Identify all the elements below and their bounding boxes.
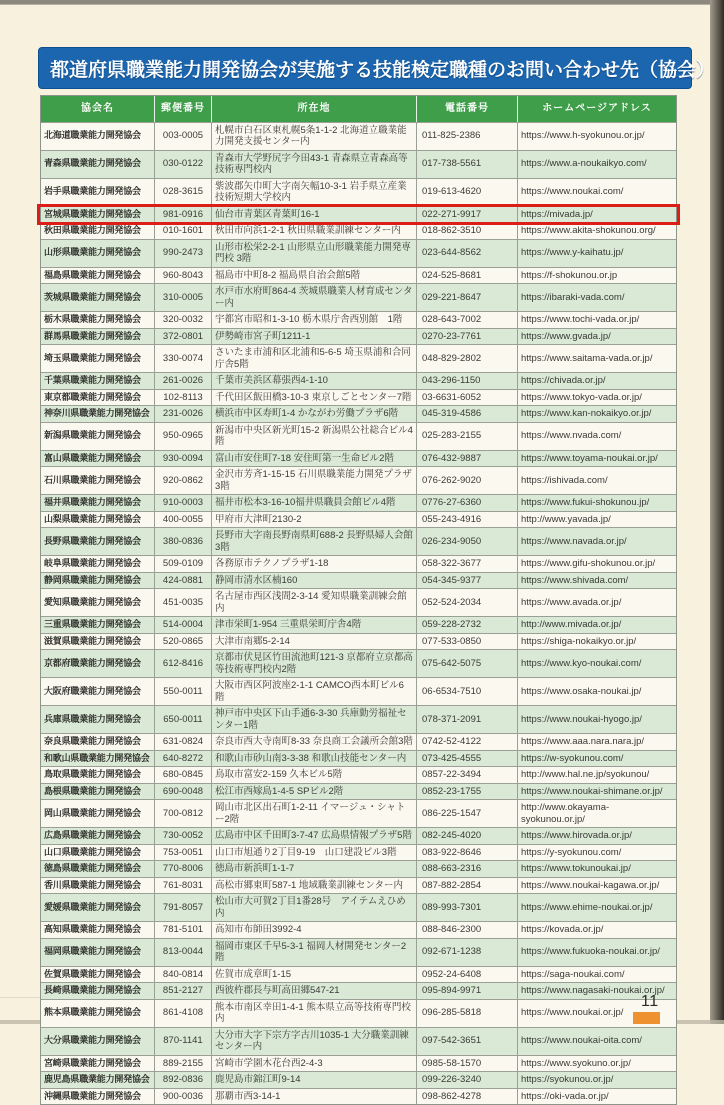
address-cell: 鹿児島市錦江町9-14 bbox=[212, 1072, 417, 1088]
postal-code-cell: 550-0011 bbox=[155, 678, 212, 705]
postal-code-cell: 690-0048 bbox=[155, 784, 212, 800]
postal-code-cell: 514-0004 bbox=[155, 617, 212, 633]
phone-number-cell: 097-542-3651 bbox=[417, 1028, 518, 1055]
table-row bbox=[41, 828, 676, 845]
table-row bbox=[41, 467, 676, 495]
postal-code-cell: 400-0055 bbox=[155, 512, 212, 528]
table-row bbox=[41, 573, 676, 590]
address-cell: 大阪市西区阿波座2-1-1 CAMCO西本町ビル6階 bbox=[212, 678, 417, 705]
homepage-url-cell: https://www.shivada.com/ bbox=[521, 574, 629, 586]
homepage-url-cell: https://mivada.jp/ bbox=[521, 208, 593, 220]
association-name-cell: 山形県職業能力開発協会 bbox=[41, 240, 155, 267]
association-name-cell: 佐賀県職業能力開発協会 bbox=[41, 967, 155, 983]
postal-code-cell: 612-8416 bbox=[155, 650, 212, 677]
phone-number-cell: 024-525-8681 bbox=[417, 268, 518, 284]
table-body bbox=[41, 123, 676, 1105]
homepage-url-cell: https://www.tokunoukai.jp/ bbox=[521, 863, 631, 874]
homepage-url-cell: https://www.hirovada.or.jp/ bbox=[521, 830, 632, 841]
postal-code-cell: 813-0044 bbox=[155, 939, 212, 966]
address-cell: 紫波郡矢巾町大字南矢幅10-3-1 岩手県立産業技術短期大学校内 bbox=[212, 179, 417, 206]
postal-code-cell: 631-0824 bbox=[155, 734, 212, 750]
address-cell: 徳島市新浜町1-1-7 bbox=[212, 861, 417, 877]
table-row bbox=[41, 423, 676, 451]
address-cell: 山口市旭通り2丁目9-19 山口建設ビル3階 bbox=[212, 845, 417, 861]
association-name-cell: 新潟県職業能力開発協会 bbox=[41, 423, 155, 450]
address-cell: 西彼杵郡長与町高田郷547-21 bbox=[212, 983, 417, 999]
address-cell: 金沢市芳斉1-15-15 石川県職業能力開発プラザ3階 bbox=[212, 467, 417, 494]
address-cell: 佐賀市成章町1-15 bbox=[212, 967, 417, 983]
address-cell: 名古屋市西区浅間2-3-14 愛知県職業訓練会館内 bbox=[212, 589, 417, 616]
association-name-cell: 愛媛県職業能力開発協会 bbox=[41, 894, 155, 921]
table-row bbox=[41, 845, 676, 862]
table-row bbox=[41, 312, 676, 329]
association-name-cell: 長崎県職業能力開発協会 bbox=[41, 983, 155, 999]
table-row bbox=[41, 861, 676, 878]
homepage-url-cell: https://ishivada.com/ bbox=[521, 474, 608, 486]
postal-code-cell: 900-0036 bbox=[155, 1089, 212, 1105]
table-row bbox=[41, 329, 676, 346]
table-row bbox=[41, 1028, 676, 1056]
postal-code-cell: 640-8272 bbox=[155, 751, 212, 767]
table-header-row bbox=[41, 96, 676, 123]
postal-code-cell: 310-0005 bbox=[155, 284, 212, 311]
homepage-url-cell: https://www.gifu-shokunou.or.jp/ bbox=[521, 558, 656, 569]
association-name-cell: 富山県職業能力開発協会 bbox=[41, 451, 155, 467]
table-row bbox=[41, 284, 676, 312]
phone-number-cell: 022-271-9917 bbox=[417, 207, 518, 223]
address-cell: 津市栄町1-954 三重県栄町庁舎4階 bbox=[212, 617, 417, 633]
homepage-url-cell: https://www.nvada.com/ bbox=[521, 430, 622, 442]
association-name-cell: 岐阜県職業能力開発協会 bbox=[41, 556, 155, 572]
phone-number-cell: 025-283-2155 bbox=[417, 423, 518, 450]
homepage-url-cell: https://www.fukui-shokunou.jp/ bbox=[521, 497, 650, 508]
table-row bbox=[41, 922, 676, 939]
homepage-url-cell: https://www.fukuoka-noukai.or.jp/ bbox=[521, 946, 660, 958]
postal-code-cell: 261-0026 bbox=[155, 373, 212, 389]
postal-code-cell: 861-4108 bbox=[155, 1000, 212, 1027]
contact-table bbox=[40, 95, 677, 1105]
homepage-url-cell: https://www.noukai.or.jp/ bbox=[521, 1007, 624, 1019]
phone-number-cell: 087-882-2854 bbox=[417, 878, 518, 894]
table-row bbox=[41, 617, 676, 634]
table-row bbox=[41, 1089, 676, 1105]
table-row bbox=[41, 223, 676, 240]
address-cell: 宮崎市学園木花台西2-4-3 bbox=[212, 1056, 417, 1072]
association-name-cell: 三重県職業能力開発協会 bbox=[41, 617, 155, 633]
homepage-url-cell: https://www.noukai.com/ bbox=[521, 186, 624, 198]
association-name-cell: 京都府職業能力開発協会 bbox=[41, 650, 155, 677]
header-cell-address: 所在地 bbox=[212, 96, 417, 122]
phone-number-cell: 048-829-2802 bbox=[417, 345, 518, 372]
address-cell: 青森市大学野尻字今田43-1 青森県立青森高等技術専門校内 bbox=[212, 151, 417, 178]
address-cell: 福岡市東区千早5-3-1 福岡人材開発センター2階 bbox=[212, 939, 417, 966]
postal-code-cell: 372-0801 bbox=[155, 329, 212, 345]
address-cell: 高松市郷東町587-1 地域職業訓練センター内 bbox=[212, 878, 417, 894]
postal-code-cell: 028-3615 bbox=[155, 179, 212, 206]
homepage-url-cell: https://syokunou.or.jp/ bbox=[521, 1074, 614, 1085]
phone-number-cell: 078-371-2091 bbox=[417, 706, 518, 733]
postal-code-cell: 451-0035 bbox=[155, 589, 212, 616]
phone-number-cell: 096-285-5818 bbox=[417, 1000, 518, 1027]
address-cell: 宇都宮市昭和1-3-10 栃木県庁舎西別館 1階 bbox=[212, 312, 417, 328]
postal-code-cell: 781-5101 bbox=[155, 922, 212, 938]
association-name-cell: 千葉県職業能力開発協会 bbox=[41, 373, 155, 389]
association-name-cell: 群馬県職業能力開発協会 bbox=[41, 329, 155, 345]
homepage-url-cell: https://www.tochi-vada.or.jp/ bbox=[521, 314, 640, 325]
address-cell: 山形市松栄2-2-1 山形県立山形職業能力開発専門校 3階 bbox=[212, 240, 417, 267]
phone-number-cell: 088-846-2300 bbox=[417, 922, 518, 938]
phone-number-cell: 0776-27-6360 bbox=[417, 495, 518, 511]
phone-number-cell: 083-922-8646 bbox=[417, 845, 518, 861]
table-row bbox=[41, 800, 676, 828]
homepage-url-cell: https://www.toyama-noukai.or.jp/ bbox=[521, 452, 658, 464]
phone-number-cell: 0985-58-1570 bbox=[417, 1056, 518, 1072]
association-name-cell: 岩手県職業能力開発協会 bbox=[41, 179, 155, 206]
postal-code-cell: 791-8057 bbox=[155, 894, 212, 921]
page-title-bar bbox=[38, 47, 716, 89]
phone-number-cell: 0852-23-1755 bbox=[417, 784, 518, 800]
homepage-url-cell: https://www.a-noukaikyo.com/ bbox=[521, 158, 647, 170]
table-row bbox=[41, 512, 676, 529]
postal-code-cell: 509-0109 bbox=[155, 556, 212, 572]
phone-number-cell: 045-319-4586 bbox=[417, 406, 518, 422]
postal-code-cell: 930-0094 bbox=[155, 451, 212, 467]
homepage-url-cell: http://www.okayama-syokunou.or.jp/ bbox=[521, 802, 610, 825]
phone-number-cell: 0742-52-4122 bbox=[417, 734, 518, 750]
postal-code-cell: 520-0865 bbox=[155, 634, 212, 650]
postal-code-cell: 102-8113 bbox=[155, 390, 212, 406]
address-cell: 大津市南郷5-2-14 bbox=[212, 634, 417, 650]
association-name-cell: 長野県職業能力開発協会 bbox=[41, 528, 155, 555]
address-cell: 水戸市水府町864-4 茨城県職業人材育成センター内 bbox=[212, 284, 417, 311]
table-row bbox=[41, 650, 676, 678]
address-cell: 岡山市北区出石町1-2-11 イマージュ・シャトー2階 bbox=[212, 800, 417, 827]
address-cell: 千代田区飯田橋3-10-3 東京しごとセンター7階 bbox=[212, 390, 417, 406]
association-name-cell: 和歌山県職業能力開発協会 bbox=[41, 751, 155, 767]
address-cell: 那覇市西3-14-1 bbox=[212, 1089, 417, 1105]
homepage-url-cell: https://w-syokunou.com/ bbox=[521, 752, 624, 764]
postal-code-cell: 950-0965 bbox=[155, 423, 212, 450]
association-name-cell: 山梨県職業能力開発協会 bbox=[41, 512, 155, 528]
homepage-url-cell: https://y-syokunou.com/ bbox=[521, 846, 622, 858]
association-name-cell: 茨城県職業能力開発協会 bbox=[41, 284, 155, 311]
phone-number-cell: 0270-23-7761 bbox=[417, 329, 518, 345]
phone-number-cell: 088-663-2316 bbox=[417, 861, 518, 877]
postal-code-cell: 330-0074 bbox=[155, 345, 212, 372]
table-row bbox=[41, 967, 676, 984]
postal-code-cell: 910-0003 bbox=[155, 495, 212, 511]
address-cell: 札幌市白石区東札幌5条1-1-2 北海道立職業能力開発支援センター内 bbox=[212, 123, 417, 150]
page-title: 都道府県職業能力開発協会が実施する技能検定職種のお問い合わせ先（協会） bbox=[50, 59, 716, 81]
phone-number-cell: 029-221-8647 bbox=[417, 284, 518, 311]
association-name-cell: 宮崎県職業能力開発協会 bbox=[41, 1056, 155, 1072]
page-number: 11 bbox=[641, 993, 659, 1010]
homepage-url-cell: https://kovada.or.jp/ bbox=[521, 924, 604, 935]
phone-number-cell: 076-262-9020 bbox=[417, 467, 518, 494]
phone-number-cell: 089-993-7301 bbox=[417, 894, 518, 921]
association-name-cell: 広島県職業能力開発協会 bbox=[41, 828, 155, 844]
homepage-url-cell: https://www.nagasaki-noukai.or.jp/ bbox=[521, 985, 665, 996]
table-row bbox=[41, 1000, 676, 1028]
table-row bbox=[41, 390, 676, 407]
table-row bbox=[41, 123, 676, 151]
address-cell: 富山市安住町7-18 安住町第一生命ビル2階 bbox=[212, 451, 417, 467]
table-row bbox=[41, 706, 676, 734]
association-name-cell: 埼玉県職業能力開発協会 bbox=[41, 345, 155, 372]
association-name-cell: 栃木県職業能力開発協会 bbox=[41, 312, 155, 328]
table-row bbox=[41, 207, 676, 224]
homepage-url-cell: https://www.avada.or.jp/ bbox=[521, 596, 622, 608]
phone-number-cell: 054-345-9377 bbox=[417, 573, 518, 589]
table-row bbox=[41, 589, 676, 617]
address-cell: 各務原市テクノプラザ1-18 bbox=[212, 556, 417, 572]
phone-number-cell: 011-825-2386 bbox=[417, 123, 518, 150]
postal-code-cell: 003-0005 bbox=[155, 123, 212, 150]
homepage-url-cell: https://www.syokuno.or.jp/ bbox=[521, 1057, 631, 1069]
homepage-url-cell: https://saga-noukai.com/ bbox=[521, 968, 625, 980]
association-name-cell: 神奈川県職業能力開発協会 bbox=[41, 406, 155, 422]
table-row bbox=[41, 240, 676, 268]
table-row bbox=[41, 268, 676, 285]
association-name-cell: 香川県職業能力開発協会 bbox=[41, 878, 155, 894]
address-cell: 松山市大可賀2丁目1番28号 アイテムえひめ内 bbox=[212, 894, 417, 921]
postal-code-cell: 892-0836 bbox=[155, 1072, 212, 1088]
address-cell: 伊勢崎市宮子町1211-1 bbox=[212, 329, 417, 345]
homepage-url-cell: https://www.ehime-noukai.or.jp/ bbox=[521, 901, 653, 913]
association-name-cell: 沖縄県職業能力開発協会 bbox=[41, 1089, 155, 1105]
homepage-url-cell: https://www.y-kaihatu.jp/ bbox=[521, 247, 624, 259]
homepage-url-cell: http://www.mivada.or.jp/ bbox=[521, 619, 622, 630]
phone-number-cell: 099-226-3240 bbox=[417, 1072, 518, 1088]
address-cell: 横浜市中区寿町1-4 かながわ労働プラザ6階 bbox=[212, 406, 417, 422]
address-cell: 神戸市中央区下山手通6-3-30 兵庫勤労福祉センター1階 bbox=[212, 706, 417, 733]
phone-number-cell: 095-894-9971 bbox=[417, 983, 518, 999]
postal-code-cell: 700-0812 bbox=[155, 800, 212, 827]
postal-code-cell: 424-0881 bbox=[155, 573, 212, 589]
address-cell: 奈良市西大寺南町8-33 奈良商工会議所会館3階 bbox=[212, 734, 417, 750]
phone-number-cell: 017-738-5561 bbox=[417, 151, 518, 178]
homepage-url-cell: https://www.noukai-kagawa.or.jp/ bbox=[521, 879, 660, 891]
phone-number-cell: 073-425-4555 bbox=[417, 751, 518, 767]
association-name-cell: 徳島県職業能力開発協会 bbox=[41, 861, 155, 877]
address-cell: 福島市中町8-2 福島県自治会館5階 bbox=[212, 268, 417, 284]
association-name-cell: 福岡県職業能力開発協会 bbox=[41, 939, 155, 966]
association-name-cell: 大阪府職業能力開発協会 bbox=[41, 678, 155, 705]
postal-code-cell: 920-0862 bbox=[155, 467, 212, 494]
address-cell: 高知市布師田3992-4 bbox=[212, 922, 417, 938]
phone-number-cell: 075-642-5075 bbox=[417, 650, 518, 677]
address-cell: 松江市西嫁島1-4-5 SPビル2階 bbox=[212, 784, 417, 800]
postal-code-cell: 730-0052 bbox=[155, 828, 212, 844]
table-row bbox=[41, 1072, 676, 1089]
postal-code-cell: 380-0836 bbox=[155, 528, 212, 555]
scan-edge-top bbox=[0, 0, 724, 5]
phone-number-cell: 028-643-7002 bbox=[417, 312, 518, 328]
phone-number-cell: 06-6534-7510 bbox=[417, 678, 518, 705]
scan-edge-right bbox=[710, 0, 724, 1024]
association-name-cell: 大分県職業能力開発協会 bbox=[41, 1028, 155, 1055]
header-cell-homepage: ホームページアドレス bbox=[542, 103, 652, 114]
postal-code-cell: 010-1601 bbox=[155, 223, 212, 239]
address-cell: 仙台市青葉区青葉町16-1 bbox=[212, 207, 417, 223]
association-name-cell: 青森県職業能力開発協会 bbox=[41, 151, 155, 178]
postal-code-cell: 231-0026 bbox=[155, 406, 212, 422]
address-cell: 福井市松本3-16-10福井県職員会館ビル4階 bbox=[212, 495, 417, 511]
phone-number-cell: 026-234-9050 bbox=[417, 528, 518, 555]
address-cell: 京都市伏見区竹田流池町121-3 京都府立京都高等技術専門校内2階 bbox=[212, 650, 417, 677]
phone-number-cell: 059-228-2732 bbox=[417, 617, 518, 633]
phone-number-cell: 092-671-1238 bbox=[417, 939, 518, 966]
table-row bbox=[41, 939, 676, 967]
association-name-cell: 高知県職業能力開発協会 bbox=[41, 922, 155, 938]
address-cell: 広島市中区千田町3-7-47 広島県情報プラザ5階 bbox=[212, 828, 417, 844]
homepage-url-cell: https://www.tokyo-vada.or.jp/ bbox=[521, 391, 642, 403]
table-row bbox=[41, 894, 676, 922]
address-cell: 千葉市美浜区幕張西4-1-10 bbox=[212, 373, 417, 389]
table-row bbox=[41, 451, 676, 468]
table-row bbox=[41, 634, 676, 651]
table-row bbox=[41, 678, 676, 706]
homepage-url-cell: https://www.kan-nokaikyo.or.jp/ bbox=[521, 408, 652, 419]
address-cell: 長野市大字南長野南県町688-2 長野県婦人会館3階 bbox=[212, 528, 417, 555]
homepage-url-cell: https://www.akita-shokunou.org/ bbox=[521, 225, 656, 236]
association-name-cell: 滋賀県職業能力開発協会 bbox=[41, 634, 155, 650]
header-cell-phone: 電話番号 bbox=[417, 96, 518, 122]
association-name-cell: 東京都職業能力開発協会 bbox=[41, 390, 155, 406]
phone-number-cell: 018-862-3510 bbox=[417, 223, 518, 239]
table-row bbox=[41, 734, 676, 751]
table-row bbox=[41, 406, 676, 423]
association-name-cell: 愛知県職業能力開発協会 bbox=[41, 589, 155, 616]
table-row bbox=[41, 495, 676, 512]
address-cell: 大分市大字下宗方字古川1035-1 大分職業訓練センター内 bbox=[212, 1028, 417, 1055]
phone-number-cell: 052-524-2034 bbox=[417, 589, 518, 616]
phone-number-cell: 055-243-4916 bbox=[417, 512, 518, 528]
homepage-url-cell: https://www.kyo-noukai.com/ bbox=[521, 657, 642, 669]
table-row bbox=[41, 556, 676, 573]
association-name-cell: 熊本県職業能力開発協会 bbox=[41, 1000, 155, 1027]
association-name-cell: 北海道職業能力開発協会 bbox=[41, 123, 155, 150]
address-cell: 和歌山市砂山南3-3-38 和歌山技能センター内 bbox=[212, 751, 417, 767]
association-name-cell: 秋田県職業能力開発協会 bbox=[41, 223, 155, 239]
association-name-cell: 兵庫県職業能力開発協会 bbox=[41, 706, 155, 733]
homepage-url-cell: https://oki-vada.or.jp/ bbox=[521, 1090, 609, 1102]
postal-code-cell: 960-8043 bbox=[155, 268, 212, 284]
phone-number-cell: 077-533-0850 bbox=[417, 634, 518, 650]
address-cell: 鳥取市富安2-159 久本ビル5階 bbox=[212, 767, 417, 783]
postal-code-cell: 840-0814 bbox=[155, 967, 212, 983]
postal-code-cell: 753-0051 bbox=[155, 845, 212, 861]
homepage-url-cell: http://www.hal.ne.jp/syokunou/ bbox=[521, 769, 650, 780]
association-name-cell: 奈良県職業能力開発協会 bbox=[41, 734, 155, 750]
table-row bbox=[41, 179, 676, 207]
postal-code-cell: 030-0122 bbox=[155, 151, 212, 178]
postal-code-cell: 320-0032 bbox=[155, 312, 212, 328]
postal-code-cell: 761-8031 bbox=[155, 878, 212, 894]
homepage-url-cell: https://www.navada.or.jp/ bbox=[521, 535, 627, 547]
postal-code-cell: 770-8006 bbox=[155, 861, 212, 877]
table-row bbox=[41, 373, 676, 390]
page-number-marker bbox=[633, 1012, 660, 1024]
postal-code-cell: 650-0011 bbox=[155, 706, 212, 733]
association-name-cell: 鹿児島県職業能力開発協会 bbox=[41, 1072, 155, 1088]
header-cell-postal-code: 郵便番号 bbox=[155, 96, 212, 122]
table-row bbox=[41, 528, 676, 556]
address-cell: 新潟市中央区新光町15-2 新潟県公社総合ビル4階 bbox=[212, 423, 417, 450]
association-name-cell: 福島県職業能力開発協会 bbox=[41, 268, 155, 284]
address-cell: 甲府市大津町2130-2 bbox=[212, 512, 417, 528]
table-row bbox=[41, 784, 676, 801]
homepage-url-cell: https://www.gvada.jp/ bbox=[521, 330, 611, 342]
address-cell: 熊本市南区幸田1-4-1 熊本県立高等技術専門校内 bbox=[212, 1000, 417, 1027]
homepage-url-cell: https://f-shokunou.or.jp bbox=[521, 269, 618, 281]
address-cell: 秋田市向浜1-2-1 秋田県職業訓練センター内 bbox=[212, 223, 417, 239]
homepage-url-cell: https://shiga-nokaikyo.or.jp/ bbox=[521, 635, 637, 647]
table-row bbox=[41, 1056, 676, 1073]
address-cell: さいたま市浦和区北浦和5-6-5 埼玉県浦和合同庁舎5階 bbox=[212, 345, 417, 372]
postal-code-cell: 981-0916 bbox=[155, 207, 212, 223]
phone-number-cell: 082-245-4020 bbox=[417, 828, 518, 844]
postal-code-cell: 870-1141 bbox=[155, 1028, 212, 1055]
homepage-url-cell: http://www.yavada.jp/ bbox=[521, 513, 611, 525]
homepage-url-cell: https://chivada.or.jp/ bbox=[521, 375, 606, 386]
homepage-url-cell: https://www.noukai-hyogo.jp/ bbox=[521, 713, 642, 725]
association-name-cell: 石川県職業能力開発協会 bbox=[41, 467, 155, 494]
homepage-url-cell: https://www.osaka-noukai.jp/ bbox=[521, 685, 642, 697]
association-name-cell: 宮城県職業能力開発協会 bbox=[41, 207, 155, 223]
phone-number-cell: 086-225-1547 bbox=[417, 800, 518, 827]
address-cell: 静岡市清水区楠160 bbox=[212, 573, 417, 589]
phone-number-cell: 023-644-8562 bbox=[417, 240, 518, 267]
header-cell-association: 協会名 bbox=[41, 96, 155, 122]
homepage-url-cell: https://www.noukai-oita.com/ bbox=[521, 1035, 642, 1047]
postal-code-cell: 990-2473 bbox=[155, 240, 212, 267]
table-row bbox=[41, 767, 676, 784]
association-name-cell: 島根県職業能力開発協会 bbox=[41, 784, 155, 800]
postal-code-cell: 680-0845 bbox=[155, 767, 212, 783]
association-name-cell: 福井県職業能力開発協会 bbox=[41, 495, 155, 511]
table-row bbox=[41, 345, 676, 373]
postal-code-cell: 851-2127 bbox=[155, 983, 212, 999]
table-row bbox=[41, 151, 676, 179]
phone-number-cell: 03-6631-6052 bbox=[417, 390, 518, 406]
phone-number-cell: 043-296-1150 bbox=[417, 373, 518, 389]
table-row bbox=[41, 878, 676, 895]
association-name-cell: 静岡県職業能力開発協会 bbox=[41, 573, 155, 589]
homepage-url-cell: https://www.saitama-vada.or.jp/ bbox=[521, 352, 653, 364]
homepage-url-cell: https://www.aaa.nara.nara.jp/ bbox=[521, 736, 645, 747]
phone-number-cell: 0857-22-3494 bbox=[417, 767, 518, 783]
phone-number-cell: 019-613-4620 bbox=[417, 179, 518, 206]
association-name-cell: 岡山県職業能力開発協会 bbox=[41, 800, 155, 827]
phone-number-cell: 076-432-9887 bbox=[417, 451, 518, 467]
phone-number-cell: 0952-24-6408 bbox=[417, 967, 518, 983]
table-row bbox=[41, 983, 676, 1000]
phone-number-cell: 058-322-3677 bbox=[417, 556, 518, 572]
association-name-cell: 鳥取県職業能力開発協会 bbox=[41, 767, 155, 783]
table-row bbox=[41, 751, 676, 768]
homepage-url-cell: https://www.h-syokunou.or.jp/ bbox=[521, 130, 645, 142]
phone-number-cell: 098-862-4278 bbox=[417, 1089, 518, 1105]
postal-code-cell: 889-2155 bbox=[155, 1056, 212, 1072]
homepage-url-cell: https://ibaraki-vada.com/ bbox=[521, 291, 625, 303]
homepage-url-cell: https://www.noukai-shimane.or.jp/ bbox=[521, 785, 663, 797]
association-name-cell: 山口県職業能力開発協会 bbox=[41, 845, 155, 861]
